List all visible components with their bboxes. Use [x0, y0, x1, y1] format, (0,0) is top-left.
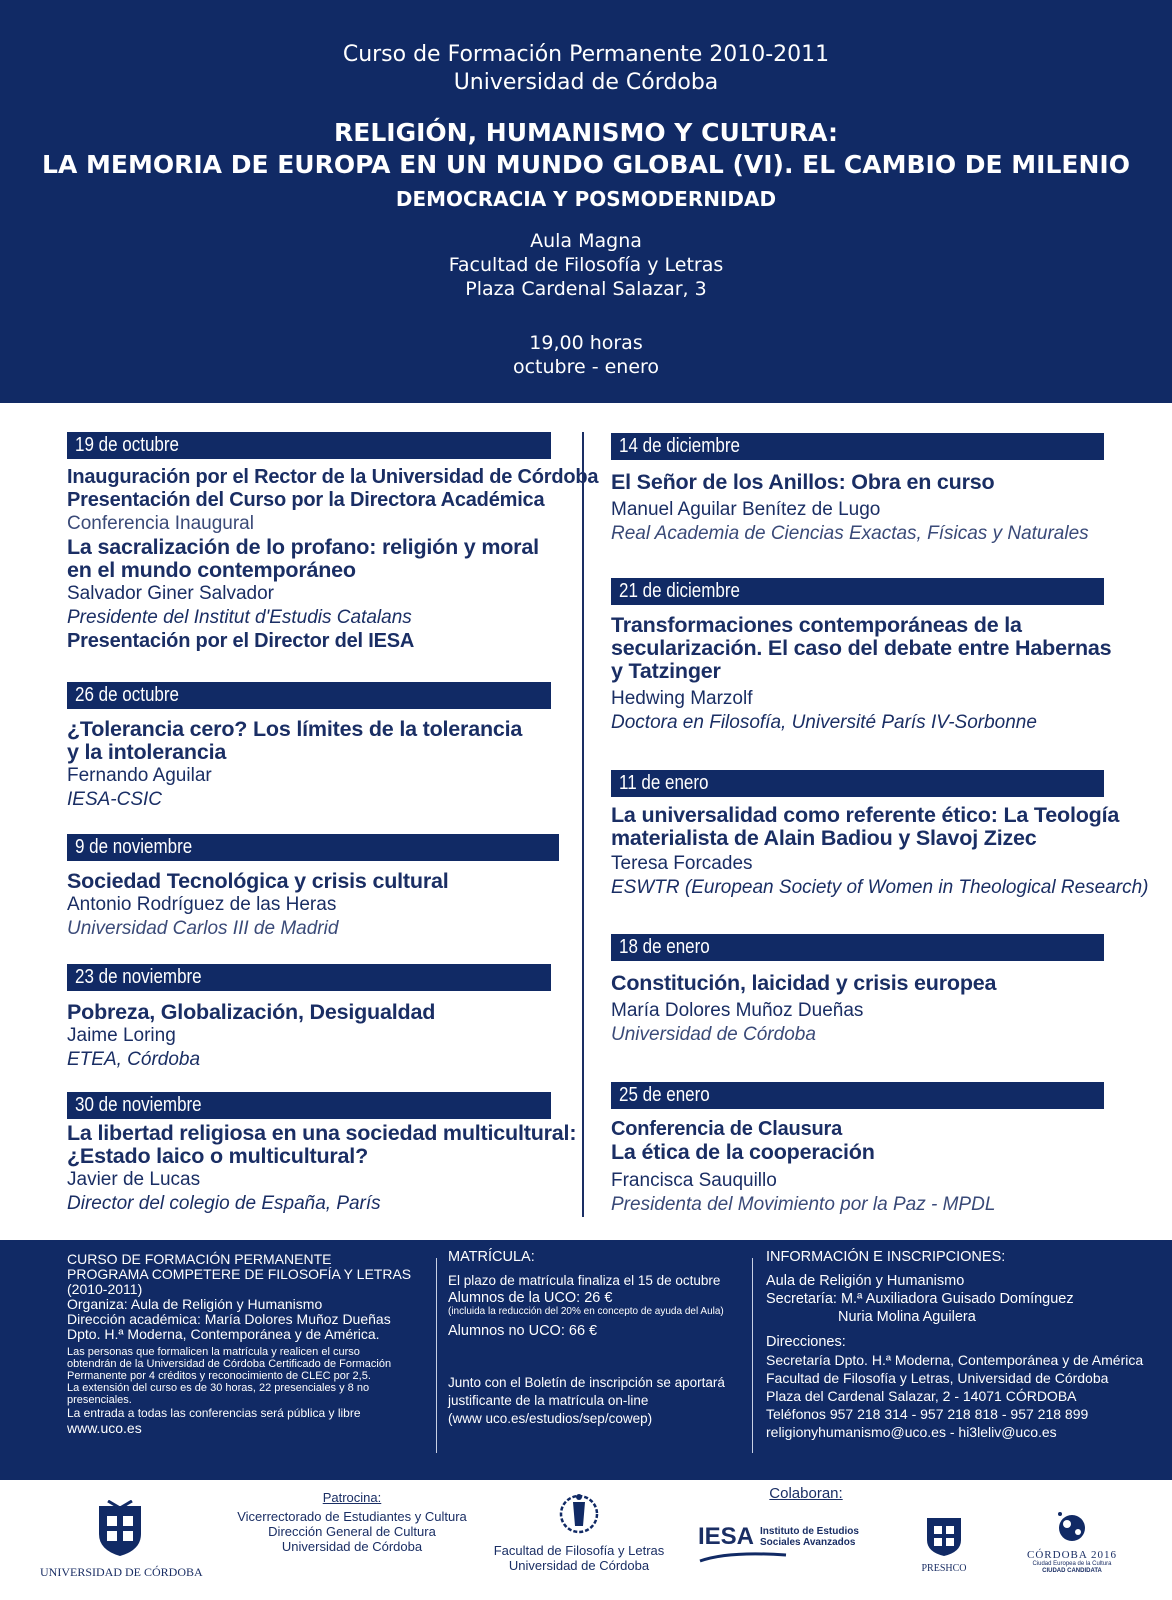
uco-shield-icon: [95, 1500, 145, 1558]
session-title: ¿Tolerancia cero? Los límites de la tolerancia: [67, 717, 523, 741]
iesa-logo: [698, 1524, 878, 1568]
contact-line: Aula de Religión y Humanismo: [766, 1273, 965, 1289]
preshco-shield-icon: [924, 1514, 964, 1558]
session-text: Inauguración por el Rector de la Universidad de Córdoba: [67, 466, 599, 488]
preshco-logo-text: PRESHCO: [921, 1563, 967, 1574]
cordoba2016-small: Ciudad Europea de la Cultura: [1032, 1561, 1112, 1567]
speaker-name: Salvador Giner Salvador: [67, 583, 274, 604]
date-bar: 14 de diciembre: [611, 433, 1104, 460]
title-line-1: RELIGIÓN, HUMANISMO Y CULTURA:: [334, 118, 838, 147]
footer-small-line: obtendrán de la Universidad de Córdoba Certificado de Formación: [67, 1358, 392, 1370]
venue-line: Facultad de Filosofía y Letras: [448, 254, 724, 276]
speaker-name: Francisca Sauquillo: [611, 1170, 777, 1191]
title-line-2: LA MEMORIA DE EUROPA EN UN MUNDO GLOBAL (VI). EL CAMBIO DE MILENIO: [42, 150, 1130, 179]
session-26-octubre: [67, 682, 551, 812]
contact-line: Plaza del Cardenal Salazar, 2 - 14071 CÓRDOBA: [766, 1388, 1077, 1404]
session-11-enero: [611, 770, 1149, 900]
footer-course-info: [67, 1252, 429, 1436]
date-bar: 9 de noviembre: [67, 834, 559, 861]
date-bar: 25 de enero: [611, 1082, 1104, 1109]
speaker-name: Hedwing Marzolf: [611, 688, 753, 709]
course-name: Curso de Formación Permanente 2010-2011: [342, 42, 830, 67]
sponsor-logos: [0, 1480, 1172, 1600]
session-30-noviembre: [67, 1092, 576, 1216]
patrocina-block: [232, 1490, 472, 1554]
session-title: La libertad religiosa en una sociedad multicultural:: [67, 1121, 577, 1145]
patrocina-line: Dirección General de Cultura: [268, 1524, 436, 1539]
date-bar: 30 de noviembre: [67, 1092, 551, 1119]
patrocina-line: Vicerrectorado de Estudiantes y Cultura: [237, 1509, 467, 1524]
contact-email-link[interactable]: religionyhumanismo@uco.es - hi3leliv@uco.es: [766, 1424, 1057, 1440]
speaker-affiliation: Doctora en Filosofía, Université París IV-Sorbonne: [611, 712, 1037, 733]
session-title: Transformaciones contemporáneas de la: [611, 613, 1022, 637]
speaker-affiliation: Universidad Carlos III de Madrid: [67, 918, 339, 939]
facultad-logo: [484, 1492, 674, 1573]
iesa-logo-text: IESA: [698, 1523, 755, 1550]
speaker-affiliation: Real Academia de Ciencias Exactas, Físicas y Naturales: [611, 523, 1089, 544]
session-text: Presentación del Curso por la Directora Académica: [67, 489, 545, 511]
footer-small-line: presenciales.: [67, 1394, 132, 1406]
enrolment-deadline: El plazo de matrícula finaliza el 15 de octubre: [448, 1273, 721, 1288]
period: octubre - enero: [512, 356, 660, 378]
time: 19,00 horas: [529, 332, 643, 354]
footer-contact-info: [766, 1246, 1166, 1441]
speaker-name: Jaime Loring: [67, 1025, 176, 1046]
session-25-enero: [611, 1082, 1104, 1217]
contact-title: INFORMACIÓN E INSCRIPCIONES:: [766, 1249, 1006, 1265]
contact-line: Direcciones:: [766, 1334, 846, 1350]
colaboran-label-block: [756, 1486, 856, 1501]
speaker-name: Antonio Rodríguez de las Heras: [67, 894, 337, 915]
speaker-affiliation: ETEA, Córdoba: [67, 1049, 201, 1070]
session-title: La ética de la cooperación: [611, 1140, 875, 1164]
university-name: Universidad de Córdoba: [453, 70, 719, 95]
session-title: secularización. El caso del debate entre Habernas: [611, 636, 1112, 660]
footer-line: Dirección académica: María Dolores Muñoz Dueñas: [67, 1311, 391, 1327]
footer-small-line: Las personas que formalicen la matrícula y realicen el curso: [67, 1346, 360, 1358]
session-23-noviembre: [67, 964, 551, 1072]
uco-logo: [40, 1500, 203, 1580]
speaker-affiliation: IESA-CSIC: [67, 789, 163, 810]
contact-line: Nuria Molina Aguilera: [838, 1309, 976, 1325]
footer-line: Organiza: Aula de Religión y Humanismo: [67, 1296, 323, 1312]
speaker-affiliation: Presidente del Institut d'Estudis Catalans: [67, 607, 412, 628]
footer-divider: [436, 1258, 437, 1453]
speaker-name: Teresa Forcades: [611, 853, 753, 874]
session-title: y la intolerancia: [67, 740, 227, 764]
patrocina-label: Patrocina:: [322, 1490, 382, 1505]
cordoba2016-emblem-icon: [1052, 1510, 1092, 1544]
facultad-line: Facultad de Filosofía y Letras: [493, 1543, 665, 1558]
uco-logo-text: UNIVERSIDAD DE CÓRDOBA: [40, 1565, 203, 1579]
enrolment-uco-fee: Alumnos de la UCO: 26 €: [448, 1290, 613, 1306]
contact-line: Teléfonos 957 218 314 - 957 218 818 - 957 218 899: [766, 1406, 1089, 1422]
colaboran-label: Colaboran:: [769, 1485, 843, 1502]
date-bar: 11 de enero: [611, 770, 1104, 797]
footer-line: Dpto. H.ª Moderna, Contemporánea y de América.: [67, 1326, 380, 1342]
preshco-logo: [904, 1514, 984, 1575]
speaker-name: Javier de Lucas: [67, 1169, 201, 1190]
enrolment-note: (incluida la reducción del 20% en concepto de ayuda del Aula): [448, 1306, 724, 1317]
speaker-name: María Dolores Muñoz Dueñas: [611, 1000, 864, 1021]
session-title: Constitución, laicidad y crisis europea: [611, 971, 997, 995]
date-bar: 18 de enero: [611, 934, 1104, 961]
session-title: La sacralización de lo profano: religión y moral: [67, 535, 539, 559]
cordoba2016-logo: [1012, 1510, 1132, 1575]
session-title: materialista de Alain Badiou y Slavoj Zizec: [611, 826, 1037, 850]
session-21-diciembre: [611, 578, 1111, 735]
enrolment-extra: justificante de la matrícula on-line: [448, 1393, 649, 1408]
footer-line: PROGRAMA COMPETERE DE FILOSOFÍA Y LETRAS: [67, 1266, 412, 1282]
enrolment-url[interactable]: (www uco.es/estudios/sep/cowep): [448, 1411, 653, 1426]
date-bar: 19 de octubre: [67, 432, 551, 459]
session-title: en el mundo contemporáneo: [67, 558, 356, 582]
footer-info: [0, 1240, 1172, 1480]
footer-line: CURSO DE FORMACIÓN PERMANENTE: [67, 1251, 332, 1267]
session-title: Pobreza, Globalización, Desigualdad: [67, 1000, 436, 1024]
footer-small-line: La extensión del curso es de 30 horas, 22 presenciales y 8 no: [67, 1382, 370, 1394]
session-title: ¿Estado laico o multicultural?: [67, 1144, 369, 1168]
patrocina-line: Universidad de Córdoba: [281, 1539, 423, 1554]
session-title: El Señor de los Anillos: Obra en curso: [611, 470, 995, 494]
subtitle: DEMOCRACIA Y POSMODERNIDAD: [395, 187, 777, 211]
session-text: Presentación por el Director del IESA: [67, 630, 415, 652]
session-label: Conferencia de Clausura: [611, 1118, 843, 1140]
iesa-swoosh-icon: [698, 1551, 788, 1563]
speaker-affiliation: Director del colegio de España, París: [67, 1193, 381, 1214]
footer-divider: [752, 1258, 753, 1453]
cordoba2016-small: CIUDAD CANDIDATA: [1042, 1568, 1102, 1574]
enrolment-non-uco-fee: Alumnos no UCO: 66 €: [448, 1323, 598, 1339]
footer-small-line: La entrada a todas las conferencias será pública y libre: [67, 1406, 361, 1420]
iesa-full-name: Instituto de Estudios: [760, 1526, 859, 1537]
speaker-affiliation: Universidad de Córdoba: [611, 1024, 816, 1045]
cordoba2016-text: CÓRDOBA 2016: [1027, 1549, 1117, 1561]
speaker-affiliation: Presidenta del Movimiento por la Paz - MPDL: [611, 1194, 996, 1215]
speaker-name: Fernando Aguilar: [67, 765, 212, 786]
footer-enrolment-info: [448, 1246, 748, 1428]
date-bar: 21 de diciembre: [611, 578, 1104, 605]
speaker-affiliation: ESWTR (European Society of Women in Theological Research): [611, 877, 1149, 898]
footer-small-line: Permanente por 4 créditos y reconocimiento de CLEC por 2,5.: [67, 1370, 371, 1382]
facultad-line: Universidad de Córdoba: [508, 1558, 650, 1573]
speaker-name: Manuel Aguilar Benítez de Lugo: [611, 499, 881, 520]
footer-line: (2010-2011): [67, 1281, 143, 1297]
enrolment-title: MATRÍCULA:: [448, 1249, 535, 1265]
iesa-full-name: Sociales Avanzados: [760, 1537, 856, 1548]
session-label: Conferencia Inaugural: [67, 513, 254, 534]
venue-line: Plaza Cardenal Salazar, 3: [465, 278, 707, 300]
session-title: Sociedad Tecnológica y crisis cultural: [67, 869, 449, 893]
session-title: y Tatzinger: [611, 659, 721, 683]
session-18-enero: [611, 934, 1104, 1047]
footer-website-link[interactable]: www.uco.es: [67, 1420, 142, 1436]
session-19-octubre: [67, 432, 598, 653]
contact-line: Secretaría: M.ª Auxiliadora Guisado Domínguez: [766, 1291, 1074, 1307]
session-9-noviembre: [67, 834, 559, 941]
session-title: La universalidad como referente ético: La Teología: [611, 803, 1120, 827]
contact-line: Facultad de Filosofía y Letras, Universidad de Córdoba: [766, 1370, 1109, 1386]
facultad-emblem-icon: [555, 1492, 603, 1536]
contact-line: Secretaría Dpto. H.ª Moderna, Contemporánea y de América: [766, 1352, 1144, 1368]
enrolment-extra: Junto con el Boletín de inscripción se aportará: [448, 1375, 725, 1390]
header-banner: [0, 0, 1172, 403]
session-14-diciembre: [611, 433, 1104, 546]
date-bar: 23 de noviembre: [67, 964, 551, 991]
date-bar: 26 de octubre: [67, 682, 551, 709]
venue-line: Aula Magna: [530, 230, 642, 252]
